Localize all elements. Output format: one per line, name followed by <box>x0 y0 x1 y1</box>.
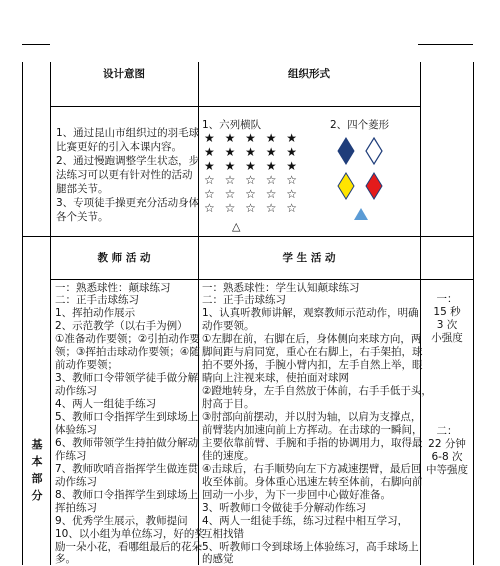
student-line: ①左脚在前，右脚在后，身体侧向来球方向，两 <box>202 333 422 345</box>
teacher-activity-header: 教 师 活 动 <box>97 252 151 264</box>
grid-vline-outer-right <box>473 62 474 565</box>
teacher-marker-icon: △ <box>232 220 241 233</box>
filled-star-row: ★ ★ ★ ★ ★ <box>204 145 301 159</box>
student-line: 动作要领。 <box>202 320 255 332</box>
teacher-line: 8、教师口令指挥学生到球场上 <box>55 489 199 501</box>
hollow-star-row: ☆ ☆ ☆ ☆ ☆ <box>204 173 301 187</box>
student-line: 睛向上注视来球，使拍面对球网 <box>202 372 349 384</box>
grid-hline-section <box>22 236 473 237</box>
red-diamond-icon <box>366 173 382 199</box>
student-line: 4、两人一组徒手练，练习过程中相互学习， <box>202 515 409 527</box>
teacher-line: 动作练习 <box>55 476 97 488</box>
teacher-line: 3、教师口令带领学徒手做分解 <box>55 372 199 384</box>
student-line: 1、认真听教师讲解，观察教师示范动作，明确 <box>202 307 419 319</box>
side-label-char: 部 <box>31 472 43 485</box>
design-intent-header: 设计意图 <box>103 68 145 80</box>
top-rule-right <box>418 44 473 45</box>
design-line: 3、专项徒手操更充分活动身体 <box>56 197 200 209</box>
teacher-line: 作练习 <box>55 450 87 462</box>
teacher-line: 4、两人一组徒手练习 <box>55 398 157 410</box>
grid-hline-header <box>50 106 420 107</box>
student-line: 互相找错 <box>202 528 244 540</box>
grid-vline-outer-left <box>22 62 23 565</box>
blue-triangle-icon <box>354 208 368 220</box>
teacher-line: ①准备动作要领；②引拍动作要 <box>55 333 200 345</box>
teacher-line: 前动作要领； <box>55 359 118 371</box>
design-line: 腿部关节。 <box>56 183 109 195</box>
six-rows-label: 1、六列横队 <box>202 119 262 131</box>
teacher-line: 7、教师吹哨音指挥学生做连贯 <box>55 463 199 475</box>
design-line: 比赛更好的引入本课内容。 <box>56 141 182 153</box>
grid-hline-activity-header <box>50 279 473 280</box>
student-activity-header: 学 生 活 动 <box>282 252 336 264</box>
organization-header: 组织形式 <box>288 68 330 80</box>
teacher-line: 领；③挥拍击球动作要领；④随 <box>55 346 200 358</box>
teacher-line: 励一朵小花，看哪组最后的花朵 <box>55 541 202 553</box>
teacher-line: 挥拍练习 <box>55 502 97 514</box>
teacher-line: 9、优秀学生展示，教师提问 <box>55 515 188 527</box>
student-line: 主要依靠前臂、手腕和手指的协调用力，取得最 <box>202 437 423 449</box>
teacher-line: 动作练习 <box>55 385 97 397</box>
filled-star-row: ★ ★ ★ ★ ★ <box>204 131 301 145</box>
filled-star-row: ★ ★ ★ ★ ★ <box>204 159 301 173</box>
teacher-line: 多。 <box>55 553 76 565</box>
teacher-line: 5、教师口令指挥学生到球场上 <box>55 411 199 423</box>
student-line: 前臂装内加速向前上方挥动。在击球的一瞬间， <box>202 424 423 436</box>
hollow-star-row: ☆ ☆ ☆ ☆ ☆ <box>204 201 301 215</box>
student-line: 佳的速度。 <box>202 450 255 462</box>
teacher-line: 二：正手击球练习 <box>55 294 139 306</box>
student-line: ④击球后，右手顺势向左下方减速摆臂，最后回 <box>202 463 422 475</box>
student-line: 肘高于目。 <box>202 398 255 410</box>
top-rule-left <box>22 44 50 45</box>
intensity-text: 6-8 次 <box>431 451 463 463</box>
student-line: 脚间距与肩同宽，重心在右脚上，右手架拍，球 <box>202 346 423 358</box>
intensity-text: 22 分钟 <box>428 438 466 450</box>
teacher-line: 10、以小组为单位练习，好的奖 <box>55 528 205 540</box>
design-line: 法练习可以更有针对性的活动 <box>56 169 193 181</box>
intensity-text: 3 次 <box>436 319 458 331</box>
student-line: 一：熟悉球性：学生认知颠球练习 <box>202 282 360 294</box>
student-line: 回动一小步，为下一步回中心做好准备。 <box>202 489 391 501</box>
teacher-line: 一：熟悉球性：颠球练习 <box>55 282 171 294</box>
teacher-line: 1、挥拍动作展示 <box>55 307 136 319</box>
hollow-diamond-icon <box>366 138 382 164</box>
diamond-formation <box>330 134 390 224</box>
side-label-char: 本 <box>31 455 43 468</box>
intensity-text: 二： <box>436 425 458 437</box>
side-label-char: 基 <box>31 438 43 451</box>
student-line: ②蹬地转身，左手自然放于体前，右手手低于头， <box>202 385 432 397</box>
student-line: 二：正手击球练习 <box>202 294 286 306</box>
design-line: 1、通过昆山市组织过的羽毛球 <box>56 127 200 139</box>
student-line: 的感觉 <box>202 553 234 565</box>
student-line: 3、听教师口令做徒手分解动作练习 <box>202 502 367 514</box>
diamond-label: 2、四个菱形 <box>330 119 390 131</box>
teacher-line: 2、示范教学（以右手为例） <box>55 320 188 332</box>
intensity-text: 小强度 <box>431 332 463 344</box>
intensity-text: 一： <box>436 293 458 305</box>
design-line: 各个关节。 <box>56 211 109 223</box>
hollow-star-row: ☆ ☆ ☆ ☆ ☆ <box>204 187 301 201</box>
design-line: 2、通过慢跑调整学生状态，步 <box>56 155 200 167</box>
grid-vline-inner-left <box>50 62 51 565</box>
navy-diamond-icon <box>338 138 354 164</box>
intensity-text: 中等强度 <box>426 464 468 476</box>
student-line: 拍不要外扬，手腕小臂内扣，左手自然上举，眼 <box>202 359 423 371</box>
teacher-line: 体验练习 <box>55 424 97 436</box>
teacher-line: 6、教师带领学生持拍做分解动 <box>55 437 199 449</box>
intensity-text: 15 秒 <box>433 306 461 318</box>
student-line: 收至体前。身体重心迅速左转至体前，右脚向前 <box>202 476 423 488</box>
student-line: ③肘部向前摆动，并以肘为轴，以肩为支撑点， <box>202 411 422 423</box>
student-line: 5、听教师口令到球场上体验练习，高手球场上 <box>202 541 419 553</box>
side-label-char: 分 <box>31 489 43 502</box>
yellow-diamond-icon <box>338 173 354 199</box>
